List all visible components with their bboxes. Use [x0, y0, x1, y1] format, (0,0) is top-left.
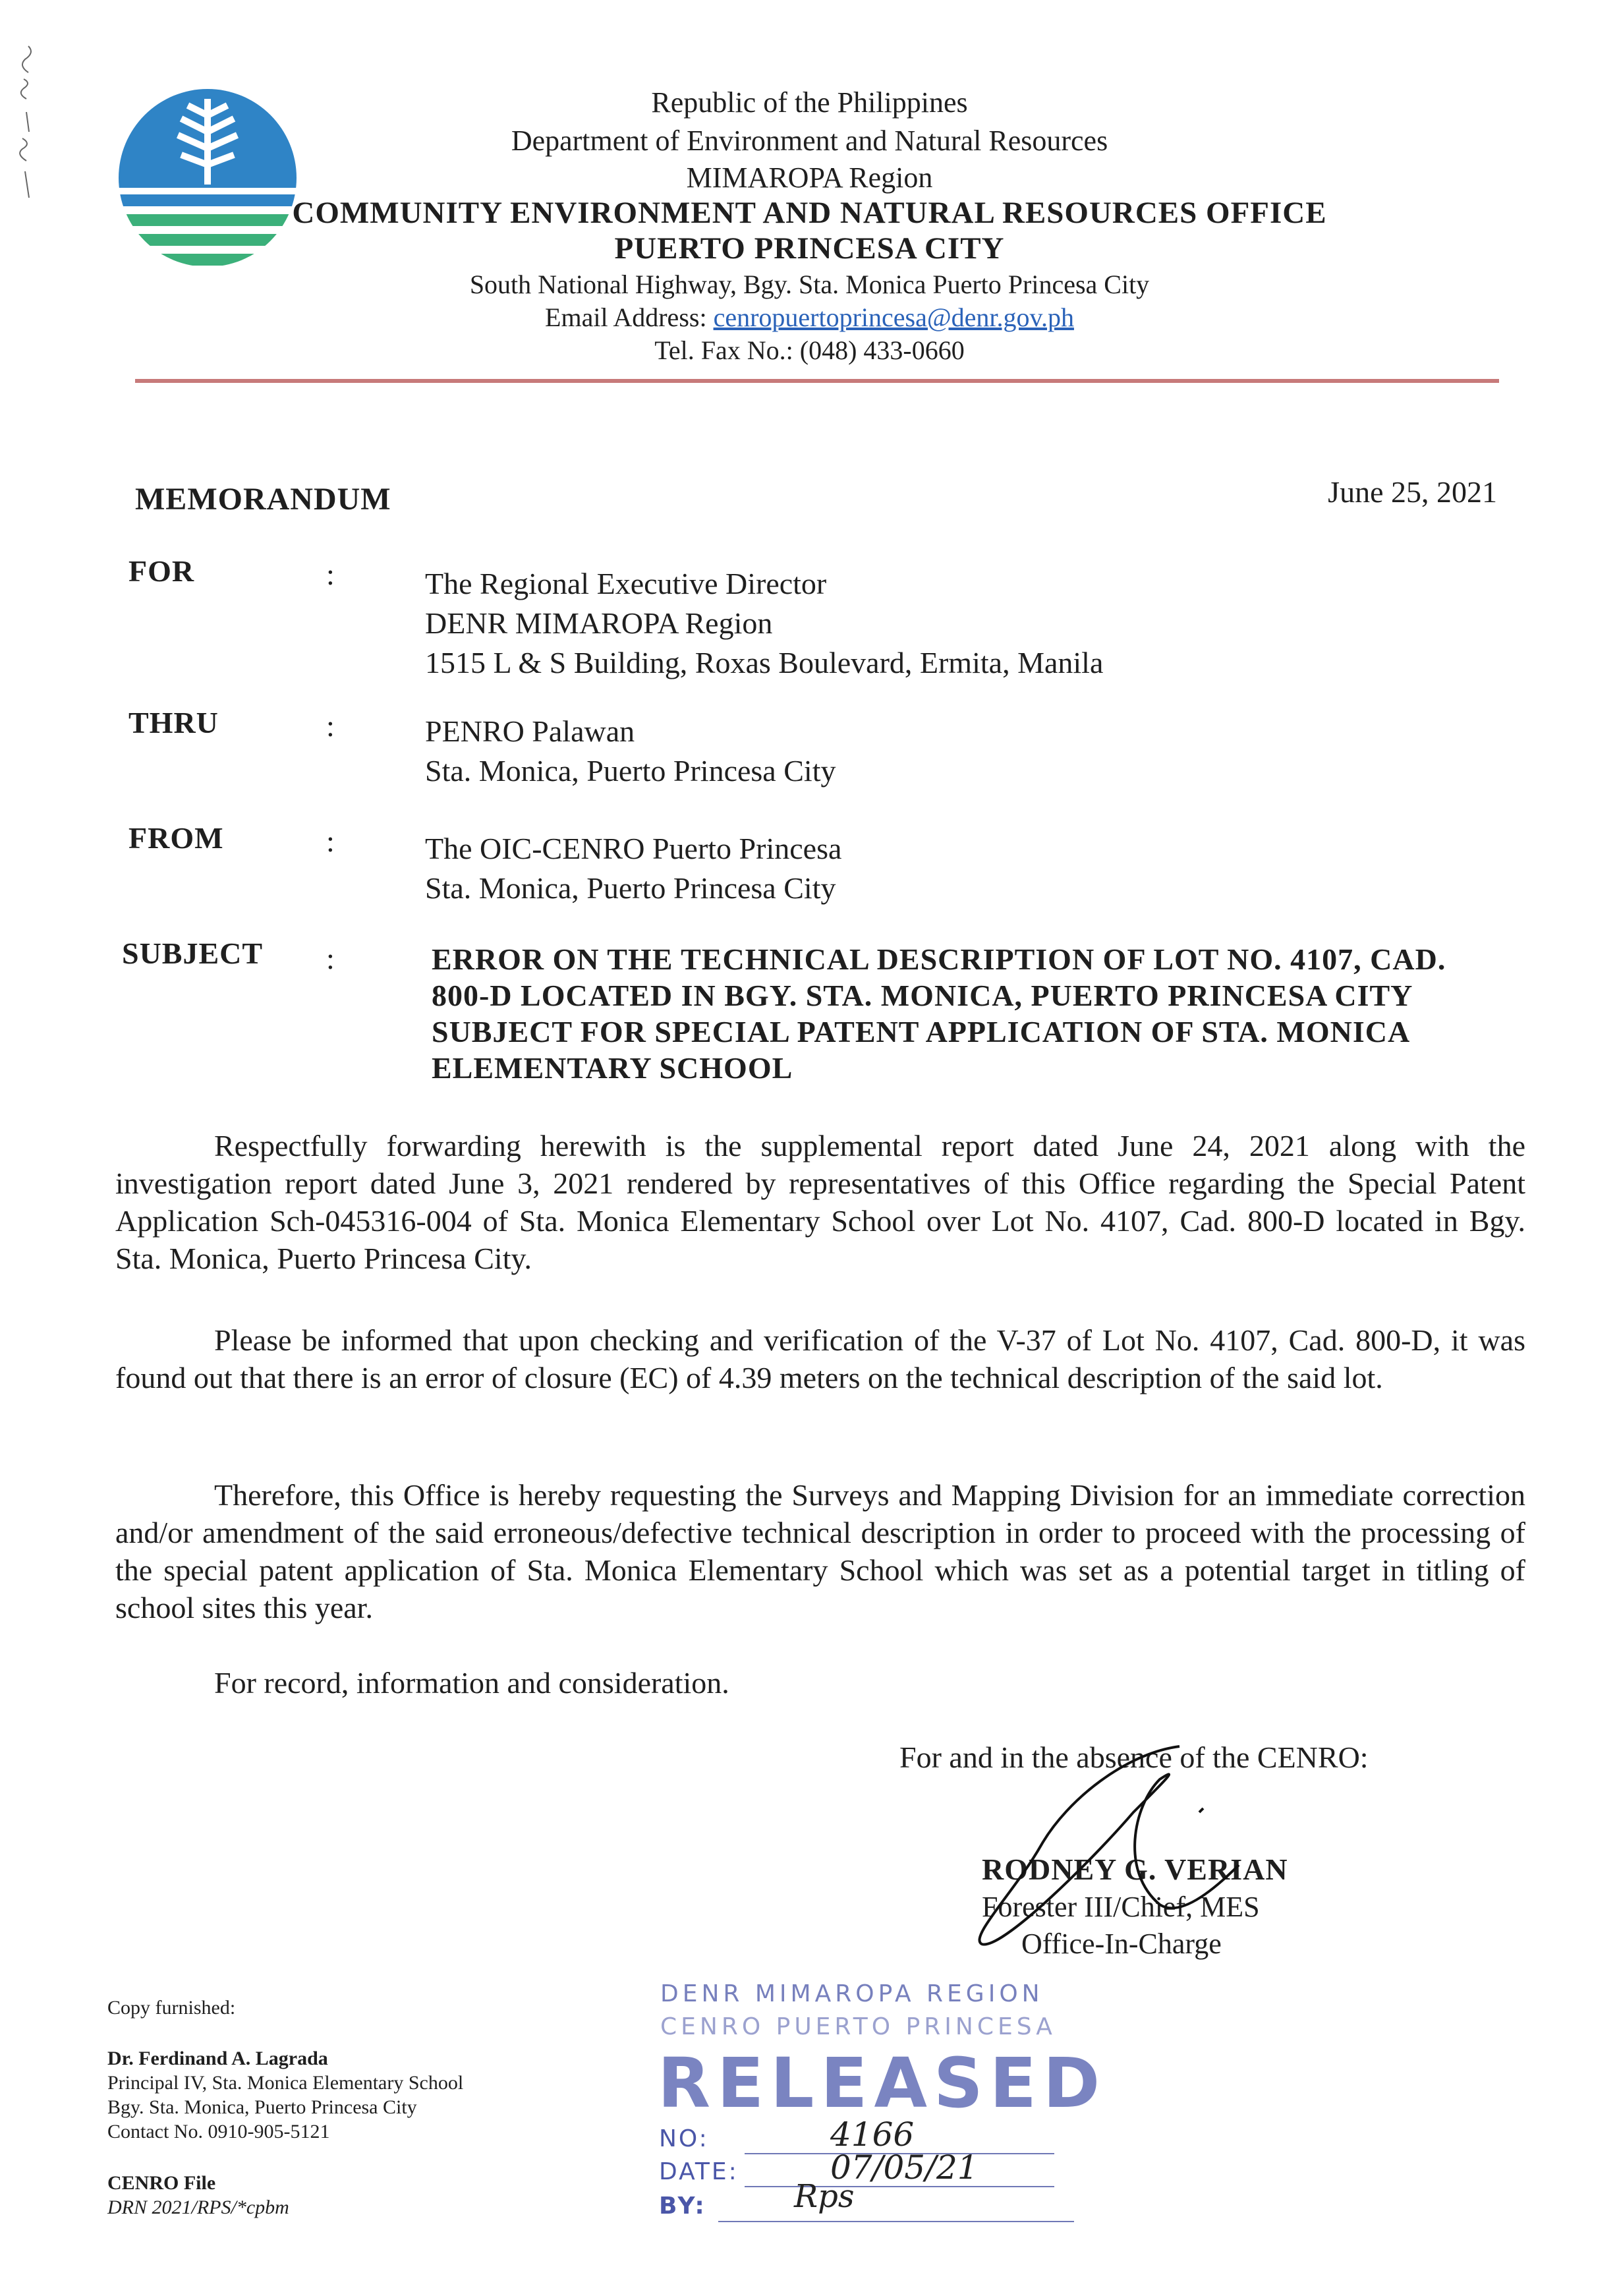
from-line: The OIC-CENRO Puerto Princesa — [425, 832, 842, 865]
thru-recipient — [425, 712, 836, 791]
copy-furnished-contact: Contact No. 0910-905-5121 — [107, 2121, 330, 2142]
letterhead-tel: Tel. Fax No.: (048) 433-0660 — [654, 335, 965, 365]
letterhead-city: PUERTO PRINCESA CITY — [614, 231, 1005, 266]
letterhead-divider — [135, 379, 1499, 383]
released-stamp — [652, 1980, 1107, 2231]
for-line: DENR MIMAROPA Region — [425, 606, 773, 640]
from-sender — [425, 829, 841, 908]
memo-date: June 25, 2021 — [1328, 475, 1497, 509]
letterhead-address: South National Highway, Bgy. Sta. Monica Puerto Princesa City — [469, 270, 1150, 299]
copy-furnished-title: Copy furnished: — [107, 1997, 236, 2019]
body-paragraph-1: Respectfully forwarding herewith is the supplemental report dated June 24, 2021 along with the investigation report dated June 3, 2021 rendered by representatives of this Office regarding the Special Patent Application Sch-045316-004 of Sta. Monica Elementary School over Lot No. 4107, Cad. 800-D located in Bgy. Sta. Monica, Puerto Princesa City. — [115, 1129, 1525, 1275]
thru-line: Sta. Monica, Puerto Princesa City — [425, 754, 836, 788]
letterhead-department: Department of Environment and Natural Resources — [511, 125, 1108, 157]
subject-label: SUBJECT — [122, 936, 264, 970]
stamp-date-handwritten: 07/05/21 — [830, 2148, 979, 2187]
closing-line: For and in the absence of the CENRO: — [899, 1740, 1369, 1774]
body-paragraph-4: For record, information and consideration. — [214, 1666, 729, 1700]
subject-colon: : — [326, 942, 335, 975]
for-line: 1515 L & S Building, Roxas Boulevard, Ermita, Manila — [425, 646, 1104, 679]
document-reference-number: DRN 2021/RPS/*cpbm — [107, 2196, 289, 2218]
stamp-by-initials: Rps — [794, 2178, 855, 2215]
stamp-released: RELEASED — [658, 2043, 1107, 2123]
for-line: The Regional Executive Director — [425, 567, 827, 600]
letterhead-office: COMMUNITY ENVIRONMENT AND NATURAL RESOURCES OFFICE — [292, 196, 1327, 230]
email-label: Email Address: — [545, 302, 714, 332]
from-line: Sta. Monica, Puerto Princesa City — [425, 871, 836, 905]
body-paragraph-3: Therefore, this Office is hereby requesting the Surveys and Mapping Division for an immediate correction and/or amendment of the said erroneous/defective technical description in order to proceed with the processing of the special patent application of Sta. Monica Elementary School which was set as a potential target in titling of school sites this year. — [115, 1478, 1525, 1624]
cenro-file: CENRO File — [107, 2172, 216, 2194]
letterhead-republic: Republic of the Philippines — [651, 86, 968, 119]
signatory-name: RODNEY G. VERIAN — [982, 1852, 1288, 1886]
memo-title: MEMORANDUM — [135, 482, 391, 517]
letterhead-region: MIMAROPA Region — [686, 161, 933, 194]
thru-label: THRU — [128, 706, 219, 739]
for-recipient — [425, 564, 1103, 683]
email-link[interactable]: cenropuertoprincesa@denr.gov.ph — [713, 302, 1074, 332]
body-paragraph-2: Please be informed that upon checking and verification of the V-37 of Lot No. 4107, Cad. 800-D, it was found out that there is an error of closure (EC) of 4.39 meters on the technical description of the said lot. — [115, 1323, 1525, 1394]
copy-furnished-name: Dr. Ferdinand A. Lagrada — [107, 2048, 328, 2069]
copy-furnished-position: Principal IV, Sta. Monica Elementary School — [107, 2072, 464, 2094]
subject-text: ERROR ON THE TECHNICAL DESCRIPTION OF LOT NO. 4107, CAD. 800-D LOCATED IN BGY. STA. MONICA, PUERTO PRINCESA CITY SUBJECT FOR SPECIAL PATENT APPLICATION OF STA. MONICA ELEMENTARY SCHOOL — [432, 942, 1446, 1085]
stamp-cenro-line: CENRO PUERTO PRINCESA — [660, 2013, 1056, 2040]
from-label: FROM — [128, 821, 224, 855]
stamp-date-label: DATE: — [659, 2158, 739, 2185]
handwritten-signature — [962, 1740, 1292, 1957]
stamp-by-label: BY: — [659, 2193, 706, 2220]
from-colon: : — [326, 824, 335, 858]
copy-furnished-address: Bgy. Sta. Monica, Puerto Princesa City — [107, 2096, 417, 2118]
letterhead-email-line — [0, 302, 1619, 333]
thru-line: PENRO Palawan — [425, 714, 635, 748]
signatory-role: Office-In-Charge — [1021, 1928, 1222, 1960]
for-colon: : — [326, 558, 335, 591]
signatory-position: Forester III/Chief, MES — [982, 1891, 1260, 1923]
stamp-number-handwritten: 4166 — [830, 2115, 915, 2154]
thru-colon: : — [326, 709, 335, 743]
stamp-no-label: NO: — [659, 2125, 709, 2152]
stamp-by-line — [718, 2221, 1074, 2222]
stamp-office-line: DENR MIMAROPA REGION — [660, 1980, 1044, 2007]
for-label: FOR — [128, 554, 195, 588]
